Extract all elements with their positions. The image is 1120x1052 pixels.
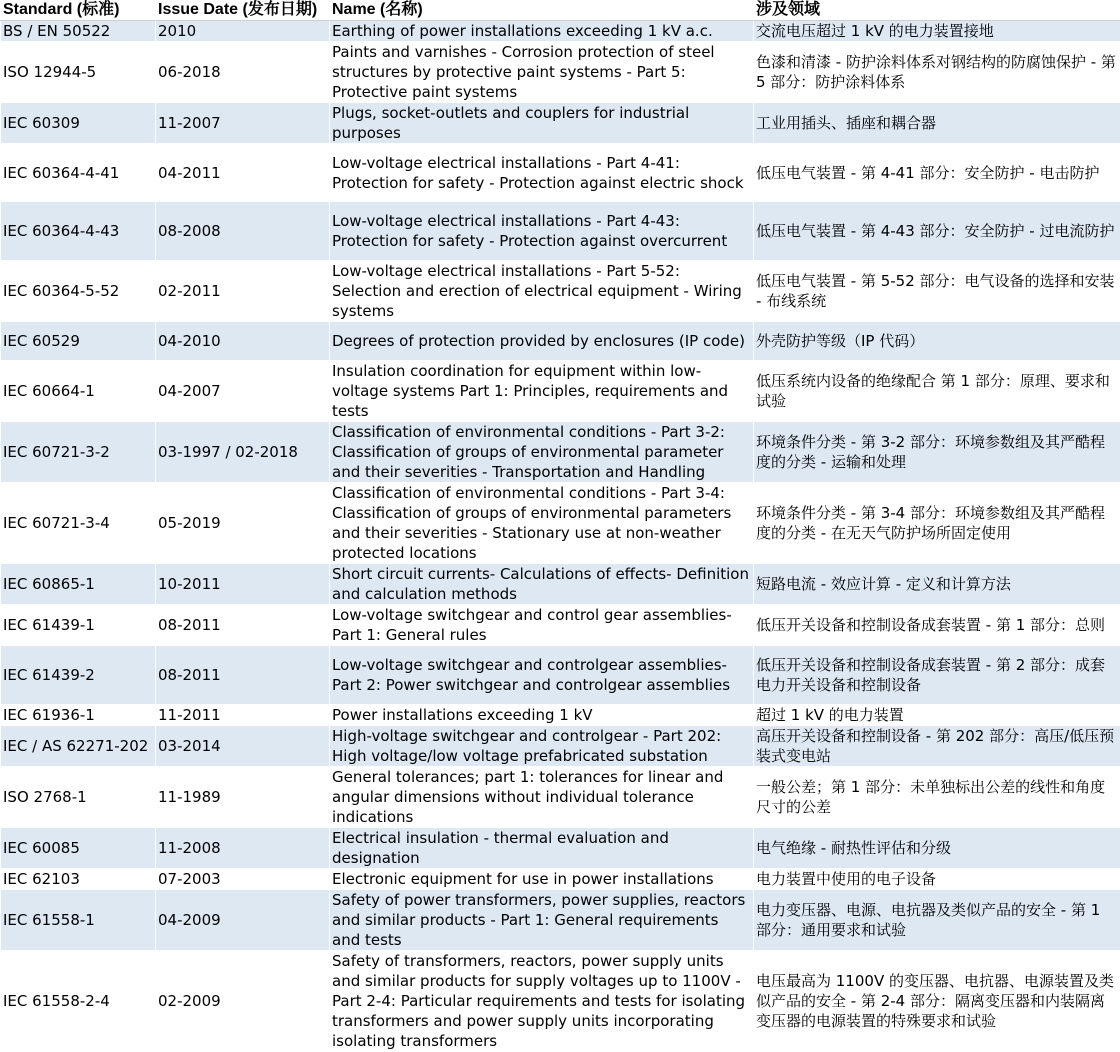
cell-date: 04-2007 — [156, 361, 330, 422]
cell-date: 04-2011 — [156, 144, 330, 202]
cell-name: General tolerances; part 1: tolerances for linear and angular dimensions without individual tolerance indications — [330, 767, 754, 828]
cell-field: 电压最高为 1100V 的变压器、电抗器、电源装置及类似产品的安全 - 第 2-4 部分：隔离变压器和内装隔离变压器的电源装置的特殊要求和试验 — [754, 951, 1120, 1052]
cell-name: Short circuit currents- Calculations of effects- Definition and calculation methods — [330, 564, 754, 605]
table-row — [1, 869, 1120, 890]
table-row — [1, 21, 1120, 42]
table-row — [1, 564, 1120, 605]
cell-date: 07-2003 — [156, 869, 330, 890]
table-row — [1, 202, 1120, 261]
cell-field: 低压开关设备和控制设备成套装置 - 第 1 部分：总则 — [754, 605, 1120, 646]
table-row — [1, 261, 1120, 322]
table-row — [1, 705, 1120, 726]
cell-field: 一般公差；第 1 部分：未单独标出公差的线性和角度尺寸的公差 — [754, 767, 1120, 828]
cell-date: 02-2011 — [156, 261, 330, 322]
cell-field: 交流电压超过 1 kV 的电力装置接地 — [754, 21, 1120, 42]
cell-name: Insulation coordination for equipment within low-voltage systems Part 1: Principles, requirements and tests — [330, 361, 754, 422]
cell-standard: IEC 60364-4-41 — [1, 144, 156, 202]
cell-standard: IEC 60721-3-2 — [1, 422, 156, 483]
cell-field: 低压电气装置 - 第 4-43 部分：安全防护 - 过电流防护 — [754, 202, 1120, 261]
cell-field: 高压开关设备和控制设备 - 第 202 部分：高压/低压预装式变电站 — [754, 726, 1120, 767]
cell-standard: IEC 61439-2 — [1, 646, 156, 705]
table-row — [1, 103, 1120, 144]
cell-standard: IEC 60364-4-43 — [1, 202, 156, 261]
cell-field: 低压系统内设备的绝缘配合 第 1 部分：原理、要求和试验 — [754, 361, 1120, 422]
cell-standard: IEC 60529 — [1, 322, 156, 361]
header-issue-date: Issue Date (发布日期) — [156, 0, 330, 21]
cell-date: 04-2010 — [156, 322, 330, 361]
cell-date: 11-2011 — [156, 705, 330, 726]
cell-name: Earthing of power installations exceeding 1 kV a.c. — [330, 21, 754, 42]
cell-standard: IEC 60085 — [1, 828, 156, 869]
cell-standard: IEC 60721-3-4 — [1, 483, 156, 564]
cell-date: 11-2007 — [156, 103, 330, 144]
table-row — [1, 361, 1120, 422]
cell-date: 11-1989 — [156, 767, 330, 828]
cell-name: Low-voltage switchgear and control gear assemblies- Part 1: General rules — [330, 605, 754, 646]
table-row — [1, 605, 1120, 646]
cell-name: High-voltage switchgear and controlgear - Part 202: High voltage/low voltage prefabricated substation — [330, 726, 754, 767]
header-name: Name (名称) — [330, 0, 754, 21]
cell-standard: ISO 12944-5 — [1, 42, 156, 103]
cell-standard: IEC 61558-1 — [1, 890, 156, 951]
cell-field: 电力装置中使用的电子设备 — [754, 869, 1120, 890]
header-field: 涉及领域 — [754, 0, 1120, 21]
cell-date: 2010 — [156, 21, 330, 42]
cell-standard: ISO 2768-1 — [1, 767, 156, 828]
cell-field: 超过 1 kV 的电力装置 — [754, 705, 1120, 726]
cell-name: Low-voltage switchgear and controlgear assemblies- Part 2: Power switchgear and controlgear assemblies — [330, 646, 754, 705]
header-standard: Standard (标准) — [1, 0, 156, 21]
cell-standard: IEC 60664-1 — [1, 361, 156, 422]
cell-name: Degrees of protection provided by enclosures (IP code) — [330, 322, 754, 361]
table-row — [1, 767, 1120, 828]
cell-name: Paints and varnishes - Corrosion protection of steel structures by protective paint systems - Part 5: Protective paint systems — [330, 42, 754, 103]
cell-date: 05-2019 — [156, 483, 330, 564]
cell-field: 电气绝缘 - 耐热性评估和分级 — [754, 828, 1120, 869]
table-row — [1, 322, 1120, 361]
table-row — [1, 144, 1120, 202]
cell-name: Safety of power transformers, power supplies, reactors and similar products - Part 1: General requirements and tests — [330, 890, 754, 951]
cell-date: 03-2014 — [156, 726, 330, 767]
cell-date: 10-2011 — [156, 564, 330, 605]
cell-name: Plugs, socket-outlets and couplers for industrial purposes — [330, 103, 754, 144]
cell-field: 低压电气装置 - 第 5-52 部分：电气设备的选择和安装 - 布线系统 — [754, 261, 1120, 322]
cell-date: 04-2009 — [156, 890, 330, 951]
cell-name: Low-voltage electrical installations - Part 5-52: Selection and erection of electrical equipment - Wiring systems — [330, 261, 754, 322]
cell-date: 03-1997 / 02-2018 — [156, 422, 330, 483]
cell-date: 08-2011 — [156, 646, 330, 705]
cell-standard: IEC 61439-1 — [1, 605, 156, 646]
cell-date: 06-2018 — [156, 42, 330, 103]
table-row — [1, 890, 1120, 951]
cell-field: 电力变压器、电源、电抗器及类似产品的安全 - 第 1 部分：通用要求和试验 — [754, 890, 1120, 951]
cell-name: Safety of transformers, reactors, power supply units and similar products for supply voltages up to 1100V - Part 2-4: Particular requirements and tests for isolating transformers and power supply units incorporating isolating transformers — [330, 951, 754, 1052]
header-row — [1, 0, 1120, 21]
cell-standard: IEC 61936-1 — [1, 705, 156, 726]
cell-standard: IEC 60865-1 — [1, 564, 156, 605]
table-row — [1, 951, 1120, 1052]
cell-date: 08-2008 — [156, 202, 330, 261]
cell-standard: IEC 61558-2-4 — [1, 951, 156, 1052]
cell-field: 低压开关设备和控制设备成套装置 - 第 2 部分：成套电力开关设备和控制设备 — [754, 646, 1120, 705]
table-row — [1, 726, 1120, 767]
cell-standard: IEC / AS 62271-202 — [1, 726, 156, 767]
cell-field: 环境条件分类 - 第 3-2 部分：环境参数组及其严酷程度的分类 - 运输和处理 — [754, 422, 1120, 483]
table-row — [1, 42, 1120, 103]
cell-date: 02-2009 — [156, 951, 330, 1052]
cell-name: Classification of environmental conditions - Part 3-2: Classification of groups of environmental parameter and their severities - Transportation and Handling — [330, 422, 754, 483]
cell-field: 环境条件分类 - 第 3-4 部分：环境参数组及其严酷程度的分类 - 在无天气防护场所固定使用 — [754, 483, 1120, 564]
cell-standard: IEC 60309 — [1, 103, 156, 144]
cell-name: Low-voltage electrical installations - Part 4-41: Protection for safety - Protection against electric shock — [330, 144, 754, 202]
table-row — [1, 483, 1120, 564]
table-row — [1, 422, 1120, 483]
cell-standard: IEC 60364-5-52 — [1, 261, 156, 322]
cell-name: Low-voltage electrical installations - Part 4-43: Protection for safety - Protection against overcurrent — [330, 202, 754, 261]
table-row — [1, 646, 1120, 705]
cell-field: 短路电流 - 效应计算 - 定义和计算方法 — [754, 564, 1120, 605]
cell-field: 低压电气装置 - 第 4-41 部分：安全防护 - 电击防护 — [754, 144, 1120, 202]
cell-field: 外壳防护等级（IP 代码） — [754, 322, 1120, 361]
cell-name: Power installations exceeding 1 kV — [330, 705, 754, 726]
cell-date: 08-2011 — [156, 605, 330, 646]
cell-field: 色漆和清漆 - 防护涂料体系对钢结构的防腐蚀保护 - 第 5 部分：防护涂料体系 — [754, 42, 1120, 103]
cell-field: 工业用插头、插座和耦合器 — [754, 103, 1120, 144]
cell-standard: BS / EN 50522 — [1, 21, 156, 42]
cell-name: Classification of environmental conditions - Part 3-4: Classification of groups of environmental parameters and their severities - Stationary use at non-weather protected locations — [330, 483, 754, 564]
cell-name: Electrical insulation - thermal evaluation and designation — [330, 828, 754, 869]
table-row — [1, 828, 1120, 869]
cell-date: 11-2008 — [156, 828, 330, 869]
cell-standard: IEC 62103 — [1, 869, 156, 890]
cell-name: Electronic equipment for use in power installations — [330, 869, 754, 890]
